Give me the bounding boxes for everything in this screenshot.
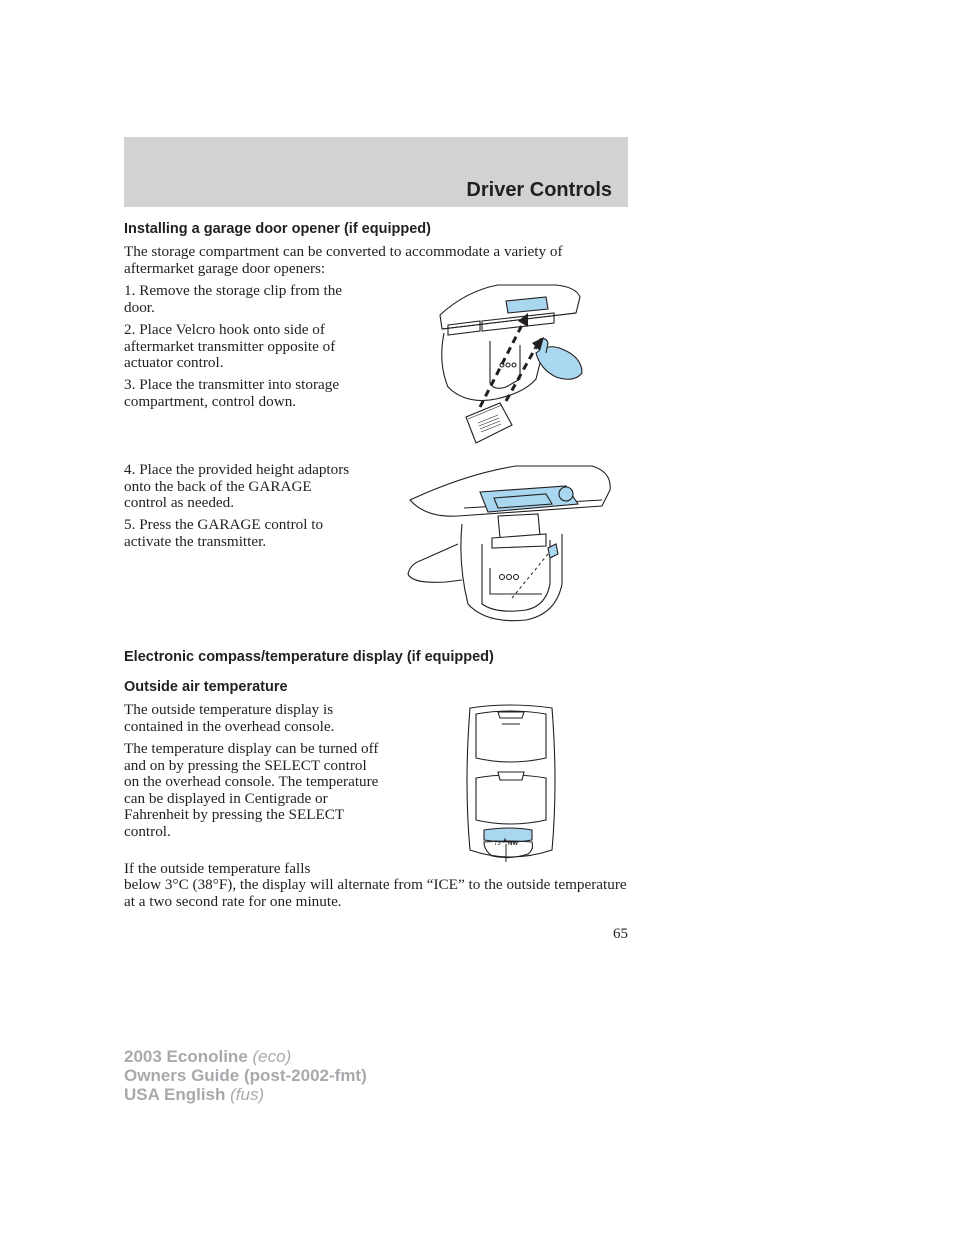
step-5: 5. Press the GARAGE control to activate the transmitter. [124,516,324,550]
footer-guide: Owners Guide (post-2002-fmt) [124,1066,367,1085]
heading-garage-door-opener: Installing a garage door opener (if equipped) [124,221,431,237]
console-compass-readout: NW [508,841,518,847]
section-title: Driver Controls [466,179,612,201]
overhead-console-illustration [462,704,560,864]
document-footer [124,1047,367,1104]
step-1: 1. Remove the storage clip from the door. [124,282,343,316]
garage-control-illustration [406,464,612,626]
footer-model: 2003 Econoline [124,1047,248,1066]
step-2: 2. Place Velcro hook onto side of aftermarket transmitter opposite of actuator control. [124,321,336,372]
console-temperature-readout: 73 [494,841,501,847]
section-header-band [124,137,628,207]
temperature-paragraph-1: The outside temperature display is contained in the overhead console. [124,701,335,735]
page-number: 65 [613,926,628,942]
intro-paragraph: The storage compartment can be converted to accommodate a variety of aftermarket garage door openers: [124,243,563,277]
temperature-paragraph-2: The temperature display can be turned off and on by pressing the SELECT control on the overhead console. The temperature can be displayed in Centigrade or Fahrenheit by pressing the SELECT control. [124,740,379,840]
heading-outside-air-temperature: Outside air temperature [124,679,288,695]
footer-language: USA English [124,1085,226,1104]
temperature-paragraph-3b: below 3°C (38°F), the display will alternate from “ICE” to the outside temperature at a two second rate for one minute. [124,876,627,910]
footer-language-code: (fus) [225,1085,265,1104]
step-4: 4. Place the provided height adaptors onto the back of the GARAGE control as needed. [124,461,350,512]
temperature-paragraph-3a: If the outside temperature falls [124,860,311,877]
heading-compass-temperature: Electronic compass/temperature display (if equipped) [124,649,494,665]
storage-compartment-illustration [436,283,586,445]
footer-model-code: (eco) [247,1047,292,1066]
step-3: 3. Place the transmitter into storage compartment, control down. [124,376,340,410]
